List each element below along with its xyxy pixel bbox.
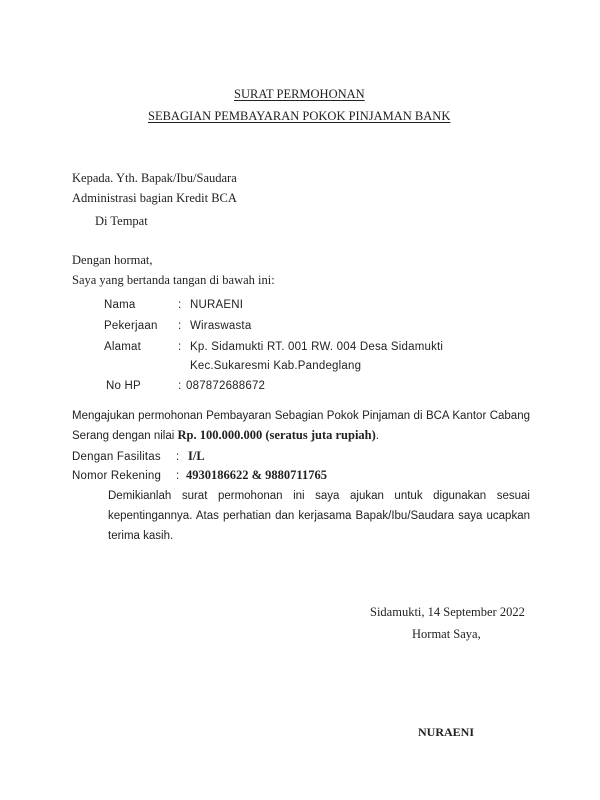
greeting: Dengan hormat, <box>72 253 153 267</box>
address-label: Alamat <box>104 341 141 353</box>
recipient-line1: Kepada. Yth. Bapak/Ibu/Saudara <box>72 171 237 185</box>
request-text: Mengajukan permohonan Pembayaran Sebagian Pokok Pinjaman di BCA Kantor Cabang Serang dengan nilai <box>72 410 530 442</box>
facility-separator: : <box>176 451 180 463</box>
job-value: Wiraswasta <box>190 320 252 332</box>
name-separator: : <box>178 299 182 311</box>
facility-value: I/L <box>188 449 205 463</box>
intro-sentence: Saya yang bertanda tangan di bawah ini: <box>72 273 275 287</box>
name-label: Nama <box>104 299 136 311</box>
address-separator: : <box>178 341 182 353</box>
signature-name: NURAENI <box>418 725 475 739</box>
phone-separator: : <box>178 380 182 392</box>
account-separator: : <box>176 470 180 482</box>
letter-title-line1: SURAT PERMOHONAN <box>234 87 365 101</box>
request-paragraph <box>72 407 530 446</box>
address-value-line2: Kec.Sukaresmi Kab.Pandeglang <box>190 360 362 372</box>
account-label: Nomor Rekening <box>72 470 162 482</box>
request-amount: Rp. 100.000.000 (seratus juta rupiah) <box>177 428 376 442</box>
account-value: 4930186622 & 9880711765 <box>186 468 327 482</box>
phone-value: 087872688672 <box>186 380 266 392</box>
place-date: Sidamukti, 14 September 2022 <box>370 605 525 619</box>
address-value-line1: Kp. Sidamukti RT. 001 RW. 004 Desa Sidamukti <box>190 341 444 353</box>
closing-text: Demikianlah surat permohonan ini saya ajukan untuk digunakan sesuai kepentingannya. Atas perhatian dan kerjasama Bapak/Ibu/Saudara saya ucapkan terima kasih. <box>108 490 530 542</box>
job-separator: : <box>178 320 182 332</box>
name-value: NURAENI <box>190 299 244 311</box>
recipient-line2: Administrasi bagian Kredit BCA <box>72 191 237 205</box>
recipient-line3: Di Tempat <box>95 214 148 228</box>
signature-salutation: Hormat Saya, <box>412 627 481 641</box>
phone-label: No HP <box>106 380 141 392</box>
facility-label: Dengan Fasilitas <box>72 451 161 463</box>
request-text-end: . <box>375 430 379 442</box>
letter-title-line2: SEBAGIAN PEMBAYARAN POKOK PINJAMAN BANK <box>148 109 451 123</box>
closing-paragraph <box>72 486 530 546</box>
job-label: Pekerjaan <box>104 320 158 332</box>
